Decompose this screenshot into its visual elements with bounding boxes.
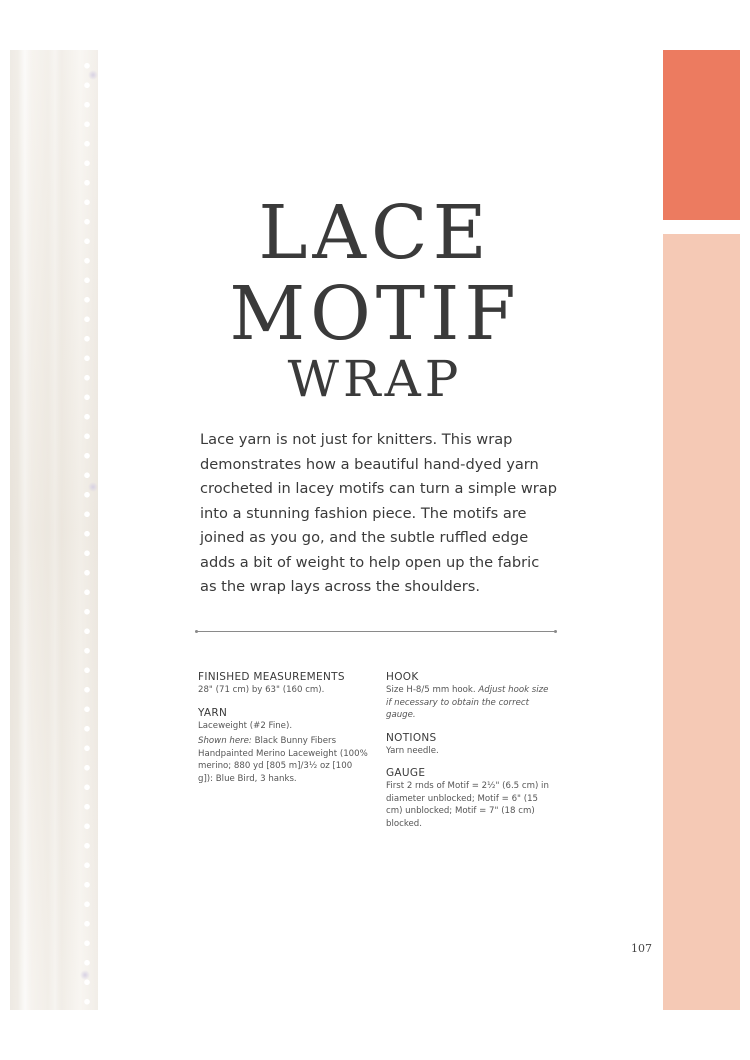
hook-note: Adjust hook size if necessary to obtain the correct gauge. (386, 685, 549, 720)
yarn-shown-label: Shown here: (198, 736, 252, 746)
coral-color-bar (663, 50, 740, 220)
specs-left-column (198, 670, 368, 794)
yarn-shown-here (198, 735, 368, 785)
specs-right-column (386, 670, 554, 839)
intro-paragraph: Lace yarn is not just for knitters. This wrap demonstrates how a beautiful hand-dyed yarn crocheted in lacey motifs can turn a simple wrap into a stunning fashion piece. The motifs are joined as you go, and the subtle ruffled edge adds a bit of weight to help open up the fabric as the wrap lays across the shoulders. (200, 431, 557, 595)
yarn-heading: YARN (198, 706, 228, 719)
yarn-shown-text: Black Bunny Fibers Handpainted Merino Laceweight (100% merino; 880 yd [805 m]/3½ oz [100 g]): Blue Bird, 3 hanks. (198, 736, 368, 784)
hook-size: Size H-8/5 mm hook. (386, 685, 476, 695)
hook-text (386, 684, 554, 722)
notions-text: Yarn needle. (386, 745, 439, 756)
hook-heading: HOOK (386, 671, 419, 683)
title-line-lace: LACE (258, 190, 492, 276)
peach-color-bar (663, 234, 740, 1010)
lace-flower (88, 70, 98, 80)
section-divider (197, 631, 555, 632)
lace-flower (88, 482, 98, 492)
finished-measurements-text: 28" (71 cm) by 63" (160 cm). (198, 685, 325, 695)
gauge-text: First 2 rnds of Motif = 2½" (6.5 cm) in diameter unblocked; Motif = 6" (15 cm) unblocked; Motif = 7" (18 cm) blocked. (386, 781, 549, 829)
yarn-text: Laceweight (#2 Fine). (198, 720, 293, 731)
gauge-heading: GAUGE (386, 767, 426, 779)
lace-edge-dots (83, 56, 91, 1006)
photo-strip (10, 50, 98, 1010)
notions-heading: NOTIONS (386, 731, 437, 744)
page-number: 107 (631, 942, 652, 955)
lace-flower (80, 970, 90, 980)
finished-measurements-heading: FINISHED MEASUREMENTS (198, 671, 345, 683)
title-line-motif: MOTIF (229, 271, 521, 357)
title-line-wrap: WRAP (287, 350, 463, 408)
